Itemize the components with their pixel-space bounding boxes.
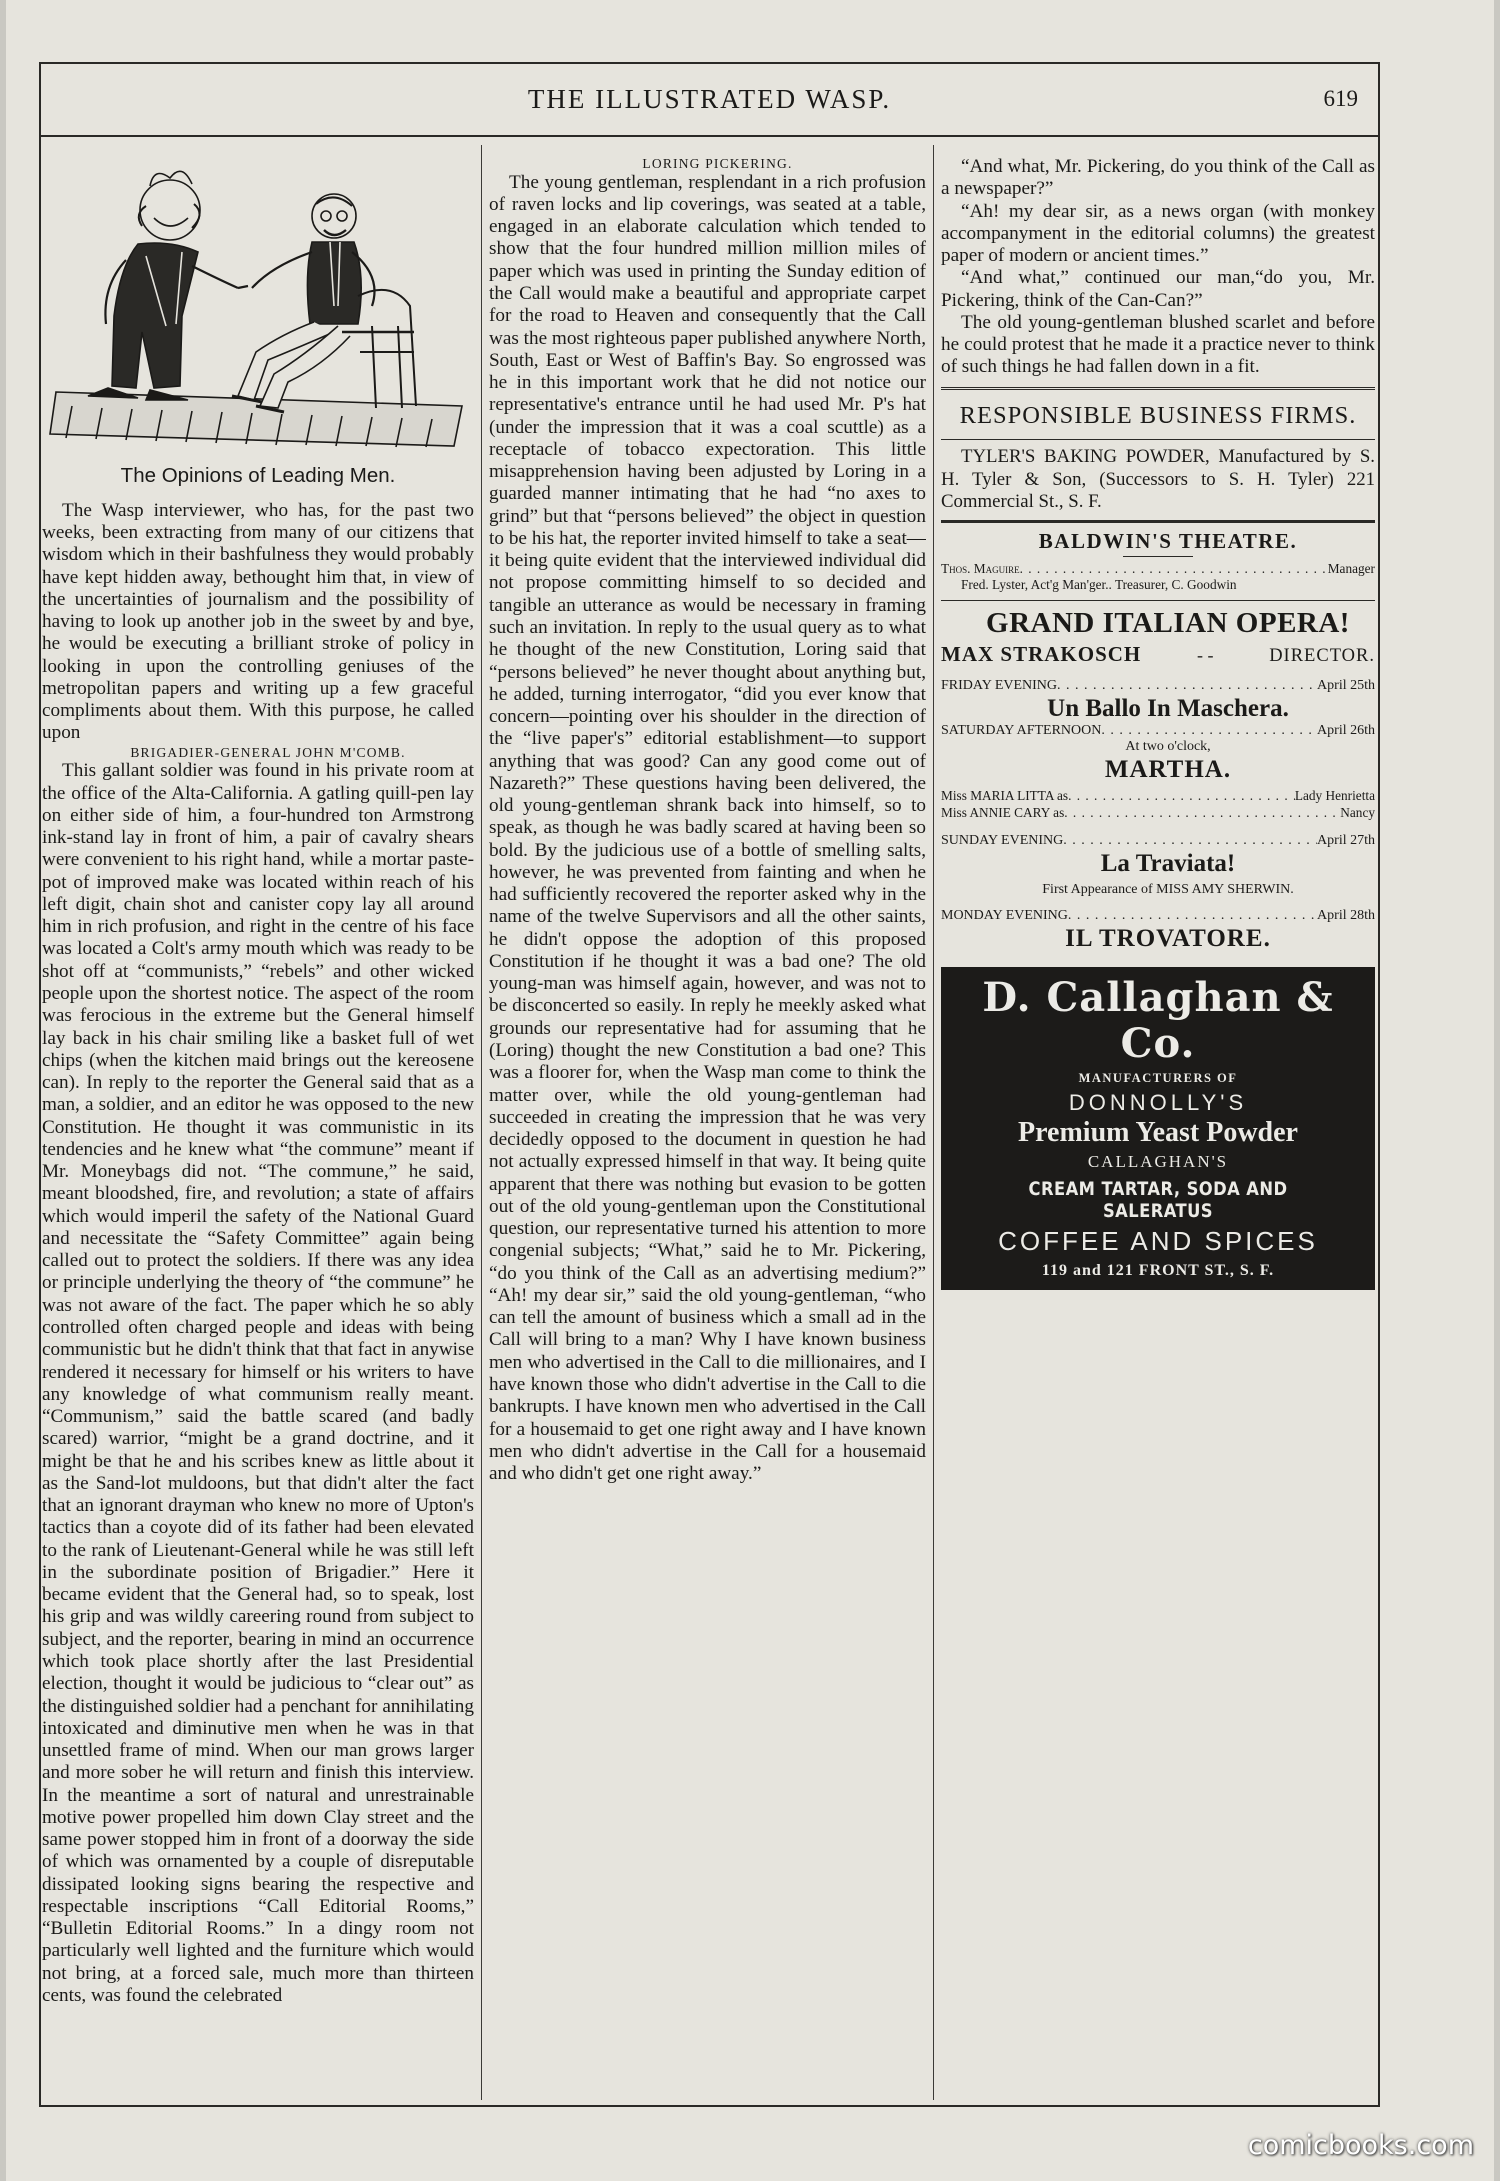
cast-line-litta — [941, 788, 1375, 804]
director-role: DIRECTOR. — [1269, 646, 1375, 667]
newspaper-page — [6, 0, 1494, 2181]
director-line — [941, 642, 1375, 667]
cartoon-illustration — [42, 156, 474, 456]
callaghan-advertisement — [941, 967, 1375, 1290]
subhead-mccomb: BRIGADIER-GENERAL JOHN M'COMB. — [130, 744, 406, 760]
friday-label: FRIDAY EVENING — [941, 677, 1058, 693]
column-3 — [941, 156, 1375, 1290]
friday-line — [941, 678, 1375, 694]
callaghan-manufacturers: MANUFACTURERS OF — [1078, 1071, 1238, 1086]
cartoon-two-editors-icon — [42, 156, 474, 456]
leader-dots — [1057, 678, 1317, 694]
season-title: GRAND ITALIAN OPERA! — [986, 606, 1350, 639]
monday-date: April 28th — [1317, 908, 1375, 924]
short-rule — [1123, 556, 1193, 557]
callaghan-address: 119 and 121 FRONT ST., S. F. — [1041, 1261, 1275, 1279]
mccomb-paragraph: This gallant soldier was found in his private room at the office of the Alta-California. A gatling quill-pen lay on either side of him, a four-hundred ton Armstrong ink-stand lay in front of him, a pair of cavalry shears were convenient to his right hand, while a mortar paste-pot of improved make was located within reach of his left digit, chain shot and canister copy lay all around him in rich profusion, and right in the centre of his face was located a Colt's army mouth which was ready to be shot off at “communists,” “rebels” and other wicked people upon the shortest notice. The aspect of the room was ferocious in the extreme but the General himself lay back in his chair smiling like a basket full of wet chips (when the kitchen maid brings out the kereosene can). In reply to the reporter the General said that as a man, a soldier, and an editor he was opposed to the new Constitution. He thought it was communistic in its tendencies and he knew what “the commune” meant if Mr. Moneybags did not. “The commune,” he said, meant bloodshed, fire, and revolution; a state of affairs which would imperil the safety of the National Guard and necessitate the “Safety Committee” again being called out to protect the soldiers. If there was any idea or principle underlying the theory of “the commune” he was not aware of the fact. The paper which he so ably controlled often charged people and ideas with being communistic but he didn't think that that fact in anywise rendered it necessary for himself or his writers to have any knowledge of what communism really meant. “Communism,” said the battle scared (and badly scared) warrior, “might be a grand doctrine, and it might be that he and his scribes knew as little about it as the Sand-lot muldoons, but that didn't alter the fact that an ignorant drayman who knew no more of Upton's tactics than a coyote did of its father had been elevated to the rank of Lieutenant-General while he was still left in the subordinate position of Brigadier.” Here it became evident that the General had, so to speak, lost his grip and was wildly careering round from subject to subject, and the reporter, bearing in mind an occurrence which took place shortly after the last Presidential election, thought it would be judicious to “clear out” as the distinguished soldier had a penchant for annihilating intoxicated and diminutive men when he was in that unsettled frame of mind. When our man grows larger and more sober he will return and finish this interview. In the meantime a sort of natural and unrestrainable motive power propelled him down Clay street and the same power stopped him in front of a doorway the side of which was ornamented by a couple of disreputable dissipated looking signs bearing the respective and respectable inscriptions “Call Editorial Rooms,” “Bulletin Editorial Rooms.” In a dingy room not particularly well lighted and the furniture which would not bring, at a forced sale, much more than thirteen cents, was found the celebrated — [42, 760, 474, 2006]
leader-dots — [1063, 833, 1317, 849]
callaghan-firm-name: D. Callaghan & Co. — [982, 974, 1334, 1068]
pickering-question-cancan: “And what,” continued our man,“do you, Mr. Pickering, think of the Can-Can?” — [941, 267, 1375, 311]
running-head — [39, 84, 1380, 120]
saturday-date: April 26th — [1317, 722, 1375, 738]
cast-cary: Miss ANNIE CARY as — [941, 804, 1065, 820]
business-firms-heading: RESPONSIBLE BUSINESS FIRMS. — [959, 401, 1357, 429]
column-rule-1 — [481, 145, 482, 2100]
callaghan-coffee: COFFEE AND SPICES — [998, 1225, 1318, 1256]
subhead-pickering: LORING PICKERING. — [642, 156, 793, 171]
leader-dots — [1068, 788, 1295, 804]
tyler-baking-powder-ad: TYLER'S BAKING POWDER, Manufactured by S. H. Tyler & Son, (Successors to S. H. Tyler) 221 Commercial St., S. F. — [941, 446, 1375, 513]
sunday-line — [941, 833, 1375, 849]
staff-line-manager — [941, 561, 1375, 577]
section-rule — [941, 387, 1375, 390]
sunday-date: April 27th — [1317, 832, 1375, 848]
staff-line-treasurer: Fred. Lyster, Act'g Man'ger.. Treasurer, C. Goodwin — [961, 577, 1237, 593]
article-intro-paragraph: The Wasp interviewer, who has, for the past two weeks, been extracting from many of our citizens that wisdom which in their bashfulness they would probably have kept hidden away, bethought him that, in view of the uncertainties of journalism and the possibility of having to look up another job in the sweet by and bye, he would be executing a brilliant stroke of policy in looking in upon the controlling geniuses of the metropolitan papers and writing up a few graceful compliments about them. With this purpose, he called upon — [42, 499, 474, 744]
leader-dots — [1020, 561, 1328, 577]
cast-line-cary — [941, 805, 1375, 821]
page-number: 619 — [1323, 86, 1358, 111]
theatre-name: BALDWIN'S THEATRE. — [1038, 528, 1298, 553]
saturday-time: At two o'clock, — [1125, 739, 1211, 755]
saturday-opera: MARTHA. — [1104, 756, 1232, 784]
cast-litta-role: Lady Henrietta — [1294, 788, 1375, 804]
callaghan-callaghans: CALLAGHAN'S — [1087, 1151, 1229, 1171]
sunday-note: First Appearance of MISS AMY SHERWIN. — [1042, 881, 1294, 897]
director-name: MAX STRAKOSCH — [941, 642, 1142, 667]
theatre-rule — [941, 600, 1375, 601]
callaghan-product: Premium Yeast Powder — [1018, 1117, 1298, 1149]
leader-dots — [1064, 805, 1340, 821]
callaghan-cream-tartar: CREAM TARTAR, SODA AND SALERATUS — [1028, 1177, 1288, 1222]
watermark: comicbooks.com — [1247, 2130, 1474, 2161]
saturday-label: SATURDAY AFTERNOON — [941, 722, 1102, 738]
pickering-answer-news-organ: “Ah! my dear sir, as a news organ (with monkey accompanyment in the editorial columns) the greatest paper of modern or ancient times.” — [941, 200, 1375, 267]
masthead: THE ILLUSTRATED WASP. — [527, 84, 892, 114]
illustration-caption: The Opinions of Leading Men. — [120, 464, 396, 487]
pickering-question-newspaper: “And what, Mr. Pickering, do you think of the Call as a newspaper?” — [941, 156, 1375, 200]
column-2 — [489, 156, 926, 1485]
header-rule — [41, 135, 1379, 137]
column-rule-2 — [933, 145, 934, 2100]
staff-manager-name: Thos. Maguire — [941, 561, 1020, 577]
cast-cary-role: Nancy — [1340, 804, 1375, 820]
pickering-closing-paragraph: The old young-gentleman blushed scarlet and before he could protest that he made it a practice never to think of such things he had fallen down in a fit. — [941, 311, 1375, 378]
director-dashes: - - — [1196, 645, 1214, 666]
column-1 — [42, 156, 474, 2007]
monday-opera: IL TROVATORE. — [1065, 925, 1271, 953]
ad-rule — [941, 520, 1375, 523]
saturday-line — [941, 723, 1375, 739]
leader-dots — [1068, 908, 1317, 924]
sunday-label: SUNDAY EVENING — [941, 832, 1064, 848]
staff-manager-role: Manager — [1327, 561, 1375, 577]
monday-label: MONDAY EVENING — [941, 908, 1068, 924]
friday-date: April 25th — [1317, 677, 1375, 693]
cast-litta: Miss MARIA LITTA as — [941, 788, 1069, 804]
leader-dots — [1101, 723, 1317, 739]
monday-line — [941, 908, 1375, 924]
pickering-paragraph: The young gentleman, resplendant in a rich profusion of raven locks and lip coverings, was seated at a table, engaged in an elaborate calculation which tended to show that the four hundred million million miles of paper which was used in printing the Sunday edition of the Call would make a beautiful and appropriate carpet for the road to Heaven and consequently that the Call was the most righteous paper published anywhere North, South, East or West of Baffin's Bay. So engrossed was he in this important work that he did not notice our representative's entrance until he had used Mr. P's hat (under the impression that it was a coal scuttle) as a receptacle of tobacco expectoration. This little misapprehension having been adjusted by Loring in a guarded manner intimating that he had “no axes to grind” but that “persons believed” the object in question to be his hat, the reporter invited himself to take a seat—it being quite evident that the interviewed individual did not propose committing himself to so decided and tangible an utterance as would be necessary in framing such an invitation. In reply to the usual query as to what he thought of the new Constitution, Loring said that “persons believed” he never thought about anything but, he added, turning interrogator, “did you ever know that concern—pointing over his shoulder in the direction of the “live paper's” editorial establishment—to support anything that was good? Can any good come out of Nazareth?” These questions having been delivered, the old young-gentleman shrank back into himself, so to speak, as though he was badly scared at having been so bold. By the judicious use of a bottle of smelling salts, however, he was prevented from fainting and when he had sufficiently recovered the reporter asked why in the name of the twelve Supervisors and all the other saints, he didn't oppose the adoption of this proposed Constitution if he thought it was a bad one? The old young-man was himself again, however, and was not to be disconcerted so easily. In reply he meekly asked what grounds our representative had for assuming that he (Loring) thought the new Constitution a bad one? This was a floorer for, when the Wasp man come to think the matter over, while the old young-gentleman had succeeded in creating the impression that he was very decidedly opposed to the document in question he had not actually expressed himself in that way. It being quite apparent that there was nothing but evasion to be gotten out of the old young-gentleman upon the Constitutional question, our representative turned his attention to more congenial subjects; “What,” said he to Mr. Pickering, “do you think of the Call as an advertising medium?” “Ah! my dear sir,” said the old young-gentleman, “who can tell the amount of business which a small ad in the Call will bring to a man? Why I have known business men who advertised in the Call to die millionaires, and I have known those who didn't advertise in the Call to die bankrupts. I have known men who advertised in the Call for a housemaid to get one right away and I have known men who didn't advertise in the Call for a housemaid and who didn't get one right away.” — [489, 171, 926, 1485]
heading-rule — [941, 439, 1375, 440]
callaghan-donnolly: DONNOLLY'S — [1068, 1089, 1248, 1115]
friday-opera: Un Ballo In Maschera. — [1047, 694, 1289, 722]
sunday-opera: La Traviata! — [1100, 849, 1236, 877]
